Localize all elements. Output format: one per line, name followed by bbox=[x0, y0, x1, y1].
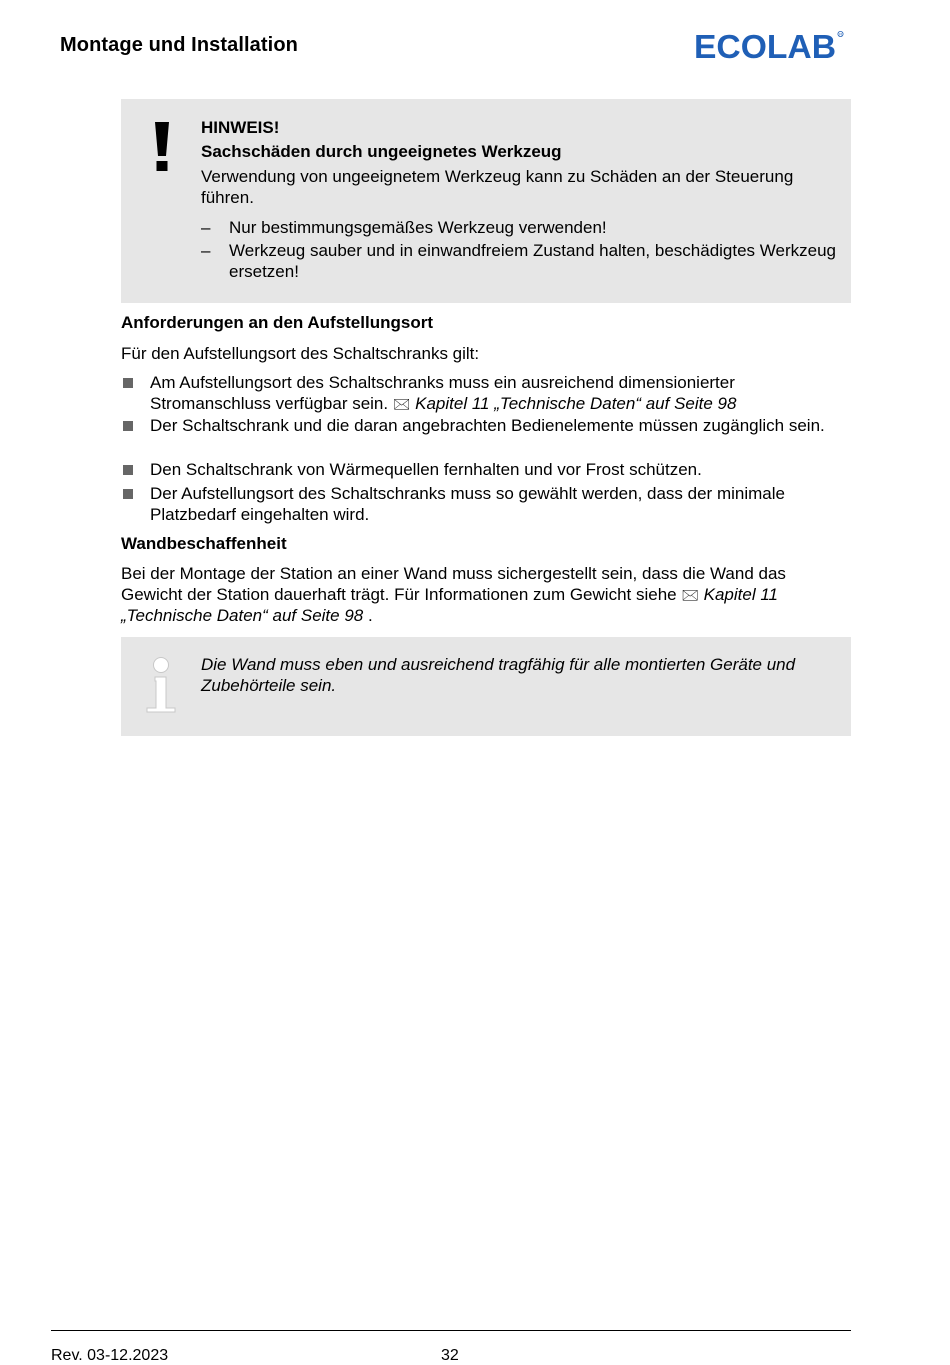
bullet-square-icon bbox=[123, 489, 133, 499]
reference-arrow-icon: 🖂 bbox=[392, 395, 411, 413]
list-item-text: Am Aufstellungsort des Schaltschranks muss ein ausreichend dimensionierter Stromanschluss verfügbar sein. bbox=[150, 373, 735, 413]
svg-text:ECOLAB: ECOLAB bbox=[694, 30, 836, 62]
page-header-title: Montage und Installation bbox=[60, 34, 298, 56]
list-item-text: Der Aufstellungsort des Schaltschranks muss so gewählt werden, dass der minimale Platzbedarf eingehalten wird. bbox=[150, 484, 785, 524]
cross-reference-link[interactable]: Kapitel 11 „Technische Daten“ auf Seite 98 bbox=[415, 393, 737, 413]
list-item-text: Den Schaltschrank von Wärmequellen fernhalten und vor Frost schützen. bbox=[150, 460, 702, 479]
notice-list-item: – Werkzeug sauber und in einwandfreiem Zustand halten, beschädigtes Werkzeug ersetzen! bbox=[201, 241, 841, 282]
notice-heading: Sachschäden durch ungeeignetes Werkzeug bbox=[201, 142, 562, 161]
notice-text: Verwendung von ungeeignetem Werkzeug kann zu Schäden an der Steuerung führen. bbox=[201, 167, 794, 207]
notice-label: HINWEIS! bbox=[201, 118, 280, 137]
section-heading-wandbeschaffenheit: Wandbeschaffenheit bbox=[121, 534, 287, 553]
list-item bbox=[123, 416, 843, 437]
section-heading-aufstellungsort: Anforderungen an den Aufstellungsort bbox=[121, 313, 433, 332]
paragraph-text: Bei der Montage der Station an einer Wand muss sichergestellt sein, dass die Wand das Gewicht der Station dauerhaft trägt. Für Informationen zum Gewicht siehe bbox=[121, 564, 786, 604]
page-number: 32 bbox=[441, 1347, 459, 1364]
ecolab-logo bbox=[694, 30, 844, 62]
exclamation-icon bbox=[148, 120, 176, 172]
list-item-text: Der Schaltschrank und die daran angebrachten Bedienelemente müssen zugänglich sein. bbox=[150, 416, 825, 435]
notice-list-item: – Nur bestimmungsgemäßes Werkzeug verwenden! bbox=[201, 218, 841, 239]
list-item bbox=[123, 373, 843, 415]
list-item bbox=[123, 484, 843, 525]
section-paragraph bbox=[121, 564, 843, 627]
list-item bbox=[123, 460, 843, 481]
info-icon bbox=[145, 656, 177, 714]
paragraph-end: . bbox=[367, 606, 373, 625]
section-intro: Für den Aufstellungsort des Schaltschranks gilt: bbox=[121, 344, 480, 363]
notice-list-item-text: Werkzeug sauber und in einwandfreiem Zustand halten, beschädigtes Werkzeug ersetzen! bbox=[229, 241, 837, 281]
info-text: Die Wand muss eben und ausreichend tragfähig für alle montierten Geräte und Zubehörteile sein. bbox=[201, 655, 796, 695]
cross-reference-link[interactable]: Kapitel 11 „Technische Daten“ auf Seite 98 bbox=[121, 584, 778, 625]
bullet-square-icon bbox=[123, 378, 133, 388]
bullet-square-icon bbox=[123, 421, 133, 431]
svg-text:R: R bbox=[839, 31, 843, 37]
bullet-square-icon bbox=[123, 465, 133, 475]
notice-list-item-text: Nur bestimmungsgemäßes Werkzeug verwenden! bbox=[229, 218, 607, 237]
reference-arrow-icon: 🖂 bbox=[681, 586, 699, 604]
footer-revision: Rev. 03-12.2023 bbox=[51, 1347, 169, 1364]
footer-divider bbox=[51, 1330, 851, 1331]
